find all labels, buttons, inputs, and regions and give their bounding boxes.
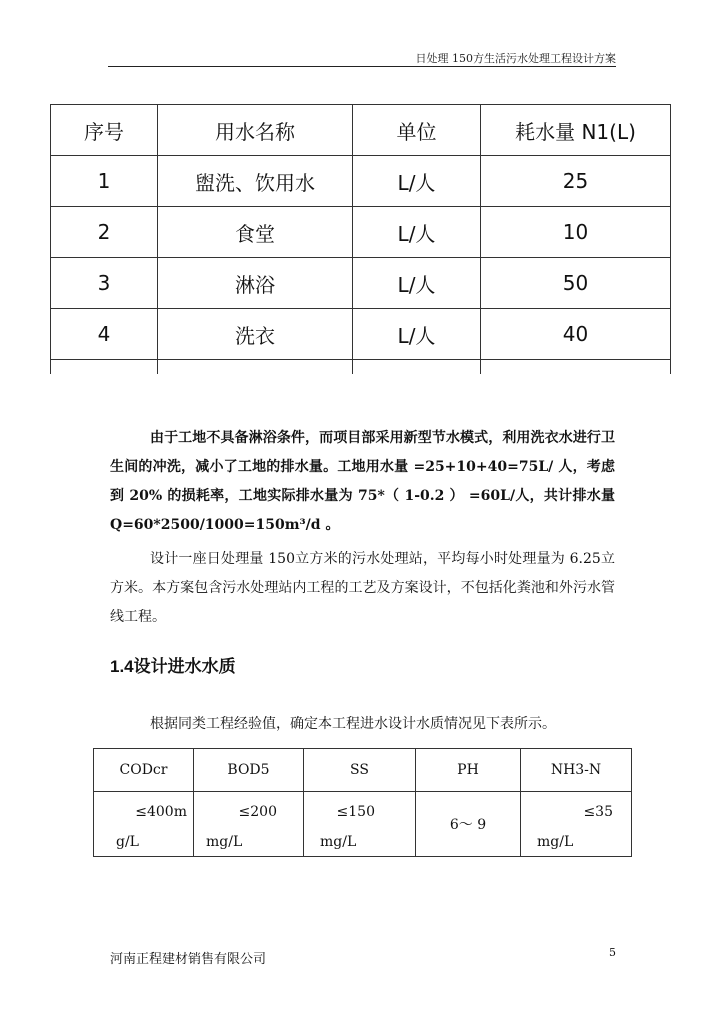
table-cell: 50 [481, 258, 671, 309]
paragraph-table-intro: 根据同类工程经验值，确定本工程进水设计水质情况见下表所示。 [150, 716, 556, 732]
header-cell: CODcr [94, 749, 194, 792]
table-cell: L/人 [353, 309, 481, 360]
table-cell [304, 792, 416, 857]
table-row [51, 207, 671, 258]
table-cell [94, 792, 194, 857]
header-cell: 用水名称 [158, 105, 353, 156]
table-cell: 25 [481, 156, 671, 207]
value-line: 6～ 9 [449, 817, 487, 833]
paragraph-water-calculation: 由于工地不具备淋浴条件，而项目部采用新型节水模式，利用洗衣水进行卫生间的冲洗，减小了工地的排水量。工地用水量 =25+10+40=75L/ 人，考虑到 20% 的损耗率，工地实际排水量为 75*（ 1-0.2 ） =60L/人，共计排水量 Q=60*2500/1000=150m³/d 。 [110, 430, 615, 533]
paragraph-design-capacity: 设计一座日处理量 150立方米的污水处理站，平均每小时处理量为 6.25立方米。本方案包含污水处理站内工程的工艺及方案设计，不包括化粪池和外污水管线工程。 [110, 551, 615, 625]
value-line: ≤200 [238, 804, 277, 820]
header-rule [108, 66, 616, 67]
table-row [51, 309, 671, 360]
table-cell [194, 792, 304, 857]
unit-line: mg/L [537, 834, 574, 850]
table-cell: 4 [51, 309, 158, 360]
table-cell: L/人 [353, 207, 481, 258]
header-cell: 单位 [353, 105, 481, 156]
table-cell: 10 [481, 207, 671, 258]
unit-line: mg/L [206, 834, 243, 850]
table-cell: 2 [51, 207, 158, 258]
table-cell [416, 792, 521, 857]
value-line: ≤400m [135, 804, 187, 820]
table-cell: 盥洗、饮用水 [158, 156, 353, 207]
table-row [51, 258, 671, 309]
water-quality-table [93, 748, 632, 857]
table-cell: L/人 [353, 258, 481, 309]
table-row [51, 156, 671, 207]
table-cell: L/人 [353, 156, 481, 207]
table-cell: 3 [51, 258, 158, 309]
table-cell: 淋浴 [158, 258, 353, 309]
table-cell: 食堂 [158, 207, 353, 258]
header-cell: SS [304, 749, 416, 792]
water-consumption-table [50, 104, 671, 374]
table-header-row [94, 749, 632, 792]
header-cell: NH3-N [521, 749, 632, 792]
header-cell: 序号 [51, 105, 158, 156]
page-number: 5 [609, 946, 616, 959]
section-heading: 1.4设计进水水质 [110, 657, 236, 676]
table-header-row [51, 105, 671, 156]
table-row [94, 792, 632, 857]
running-header: 日处理 150方生活污水处理工程设计方案 [415, 52, 616, 65]
header-cell: PH [416, 749, 521, 792]
table-continuation-row [51, 360, 671, 375]
header-cell: 耗水量 N1(L) [481, 105, 671, 156]
unit-line: g/L [116, 834, 139, 850]
value-line: ≤35 [583, 804, 613, 820]
table-cell: 40 [481, 309, 671, 360]
table-cell: 1 [51, 156, 158, 207]
table-cell [521, 792, 632, 857]
table-cell: 洗衣 [158, 309, 353, 360]
header-cell: BOD5 [194, 749, 304, 792]
footer-company: 河南正程建材销售有限公司 [110, 951, 267, 966]
unit-line: mg/L [320, 834, 357, 850]
value-line: ≤150 [336, 804, 375, 820]
